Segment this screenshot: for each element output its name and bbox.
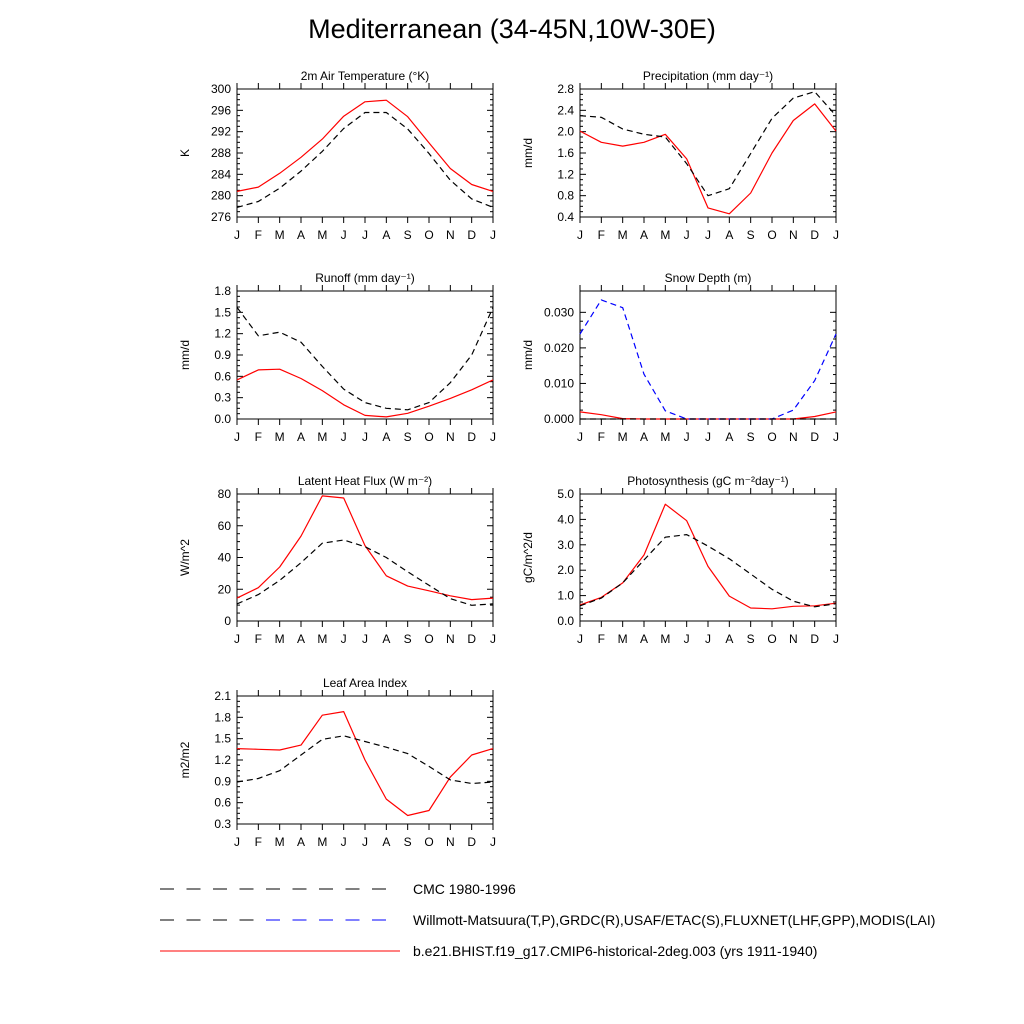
x-tick-label: M — [617, 430, 628, 444]
x-tick-label: F — [254, 632, 263, 646]
x-tick-label: D — [810, 430, 820, 444]
x-tick-label: S — [403, 430, 412, 444]
x-tick-label: M — [317, 228, 328, 242]
x-tick-label: J — [234, 430, 240, 444]
x-tick-label: J — [833, 228, 839, 242]
y-axis-label: mm/d — [178, 340, 192, 370]
x-tick-label: J — [683, 430, 690, 444]
x-tick-label: F — [254, 430, 263, 444]
y-tick-label: 1.2 — [214, 753, 231, 767]
x-tick-label: F — [597, 228, 606, 242]
y-tick-label: 80 — [217, 487, 231, 501]
x-tick-label: M — [274, 632, 285, 646]
y-tick-label: 280 — [210, 188, 231, 203]
y-tick-label: 1.5 — [214, 305, 231, 320]
x-tick-label: S — [746, 632, 755, 646]
x-tick-label: O — [767, 228, 777, 242]
x-tick-label: J — [340, 835, 347, 849]
plot-frame — [237, 89, 493, 217]
y-axis-label: m2/m2 — [178, 741, 192, 779]
y-tick-label: 0.3 — [214, 817, 231, 831]
x-tick-label: D — [467, 835, 477, 849]
y-tick-label: 0.030 — [543, 305, 574, 320]
x-tick-label: A — [639, 228, 649, 242]
panel-title: Photosynthesis (gC m⁻²day⁻¹) — [627, 474, 789, 488]
y-tick-label: 300 — [210, 82, 231, 96]
x-tick-label: A — [725, 430, 734, 444]
y-tick-label: 1.8 — [214, 710, 231, 725]
x-tick-label: J — [577, 632, 583, 646]
y-axis-label: mm/d — [521, 340, 535, 370]
x-tick-label: M — [617, 228, 628, 242]
x-tick-label: J — [490, 632, 496, 646]
chart-panel-4 — [521, 271, 839, 444]
x-tick-label: J — [683, 228, 690, 242]
x-tick-label: D — [810, 632, 820, 646]
x-tick-label: J — [362, 228, 368, 242]
y-tick-label: 0.9 — [214, 774, 231, 789]
legend-entry-2 — [160, 912, 935, 928]
x-tick-label: M — [274, 430, 285, 444]
chart-panel-2 — [521, 69, 839, 242]
series-line-2 — [580, 92, 836, 196]
plot-frame — [580, 291, 836, 419]
y-tick-label: 1.0 — [557, 588, 574, 603]
x-tick-label: O — [424, 632, 434, 646]
x-tick-label: J — [490, 430, 496, 444]
x-tick-label: M — [317, 835, 328, 849]
y-tick-label: 60 — [217, 518, 231, 533]
x-tick-label: F — [254, 228, 263, 242]
series-line-1 — [237, 712, 493, 816]
x-tick-label: N — [445, 430, 455, 444]
series-line-1 — [237, 100, 493, 191]
y-tick-label: 292 — [210, 124, 231, 139]
x-tick-label: S — [746, 430, 755, 444]
x-tick-label: O — [767, 632, 777, 646]
x-tick-label: O — [424, 430, 434, 444]
x-tick-label: M — [660, 632, 671, 646]
x-tick-label: A — [382, 430, 391, 444]
x-tick-label: A — [296, 835, 306, 849]
series-line-1 — [580, 104, 836, 214]
y-tick-label: 2.0 — [557, 563, 574, 578]
x-tick-label: N — [788, 430, 798, 444]
x-tick-label: O — [424, 228, 434, 242]
x-tick-label: A — [296, 430, 306, 444]
x-tick-label: M — [274, 835, 285, 849]
y-tick-label: 5.0 — [557, 487, 574, 501]
x-tick-label: J — [833, 632, 839, 646]
x-tick-label: J — [340, 430, 347, 444]
y-tick-label: 0.0 — [214, 412, 231, 426]
x-tick-label: A — [296, 228, 306, 242]
x-tick-label: J — [490, 228, 496, 242]
plot-frame — [580, 89, 836, 217]
y-tick-label: 0.020 — [543, 340, 574, 355]
y-tick-label: 0.010 — [543, 376, 574, 391]
y-axis-label: mm/d — [521, 138, 535, 168]
legend-label: Willmott-Matsuura(T,P),GRDC(R),USAF/ETAC(S),FLUXNET(LHF,GPP),MODIS(LAI) — [413, 912, 936, 928]
panel-title: Leaf Area Index — [322, 676, 408, 690]
y-axis-label: K — [178, 148, 192, 158]
y-tick-label: 2.4 — [557, 103, 574, 118]
plot-frame — [237, 291, 493, 419]
x-tick-label: A — [382, 228, 391, 242]
x-tick-label: N — [445, 632, 455, 646]
x-tick-label: M — [660, 228, 671, 242]
x-tick-label: F — [597, 430, 606, 444]
plot-frame — [237, 494, 493, 621]
y-tick-label: 284 — [210, 167, 231, 182]
y-tick-label: 0.4 — [557, 210, 574, 224]
x-tick-label: J — [833, 430, 839, 444]
x-tick-label: D — [467, 430, 477, 444]
panel-title: Snow Depth (m) — [664, 271, 752, 285]
y-tick-label: 1.8 — [214, 284, 231, 298]
y-tick-label: 2.8 — [557, 82, 574, 96]
x-tick-label: J — [340, 632, 347, 646]
x-tick-label: N — [788, 228, 798, 242]
x-tick-label: J — [340, 228, 347, 242]
chart-panel-1 — [178, 69, 496, 242]
x-tick-label: M — [317, 632, 328, 646]
x-tick-label: S — [403, 632, 412, 646]
x-tick-label: J — [234, 632, 240, 646]
x-tick-label: A — [382, 835, 391, 849]
y-tick-label: 40 — [217, 550, 231, 565]
series-line-2 — [237, 307, 493, 409]
x-tick-label: S — [403, 835, 412, 849]
x-tick-label: A — [725, 228, 734, 242]
chart-panel-5 — [178, 474, 496, 646]
x-tick-label: M — [317, 430, 328, 444]
y-tick-label: 288 — [210, 146, 231, 160]
x-tick-label: M — [617, 632, 628, 646]
y-tick-label: 0.6 — [214, 795, 231, 810]
figure-title: Mediterranean (34-45N,10W-30E) — [308, 14, 716, 44]
y-tick-label: 1.2 — [214, 326, 231, 341]
y-tick-label: 276 — [210, 210, 231, 224]
x-tick-label: J — [705, 632, 711, 646]
x-tick-label: O — [424, 835, 434, 849]
legend-label: b.e21.BHIST.f19_g17.CMIP6-historical-2deg.003 (yrs 1911-1940) — [413, 943, 818, 959]
y-tick-label: 2.1 — [214, 689, 231, 703]
series-line-2 — [237, 113, 493, 208]
x-tick-label: A — [382, 632, 391, 646]
y-tick-label: 0.000 — [543, 412, 574, 426]
series-line-2 — [237, 540, 493, 605]
series-line-1 — [580, 412, 836, 419]
y-tick-label: 0.9 — [214, 348, 231, 362]
legend-label: CMC 1980-1996 — [413, 881, 516, 897]
y-tick-label: 0.0 — [557, 614, 574, 628]
series-line-2 — [580, 300, 836, 419]
x-tick-label: J — [362, 632, 368, 646]
x-tick-label: D — [810, 228, 820, 242]
x-tick-label: J — [234, 835, 240, 849]
y-tick-label: 4.0 — [557, 512, 574, 527]
y-tick-label: 1.5 — [214, 731, 231, 746]
y-tick-label: 296 — [210, 103, 231, 118]
x-tick-label: J — [490, 835, 496, 849]
x-tick-label: A — [296, 632, 306, 646]
x-tick-label: A — [639, 430, 649, 444]
x-tick-label: J — [705, 228, 711, 242]
x-tick-label: F — [254, 835, 263, 849]
x-tick-label: A — [725, 632, 734, 646]
chart-panel-7 — [178, 676, 496, 849]
x-tick-label: J — [577, 228, 583, 242]
y-tick-label: 1.6 — [557, 146, 574, 160]
chart-panel-3 — [178, 271, 496, 444]
y-tick-label: 3.0 — [557, 537, 574, 552]
panel-title: Latent Heat Flux (W m⁻²) — [297, 474, 433, 488]
y-axis-label: W/m^2 — [178, 539, 192, 576]
panel-title: Precipitation (mm day⁻¹) — [642, 69, 774, 83]
series-line-1 — [237, 496, 493, 600]
y-tick-label: 1.2 — [557, 167, 574, 182]
x-tick-label: M — [274, 228, 285, 242]
panel-title: 2m Air Temperature (°K) — [300, 69, 430, 83]
x-tick-label: O — [767, 430, 777, 444]
x-tick-label: J — [362, 835, 368, 849]
x-tick-label: A — [639, 632, 649, 646]
x-tick-label: N — [788, 632, 798, 646]
y-tick-label: 0.8 — [557, 188, 574, 203]
x-tick-label: D — [467, 228, 477, 242]
x-tick-label: J — [683, 632, 690, 646]
x-tick-label: J — [234, 228, 240, 242]
y-tick-label: 0.6 — [214, 369, 231, 384]
x-tick-label: M — [660, 430, 671, 444]
x-tick-label: S — [403, 228, 412, 242]
x-tick-label: F — [597, 632, 606, 646]
legend-entry-3 — [160, 943, 817, 959]
x-tick-label: D — [467, 632, 477, 646]
panel-title: Runoff (mm day⁻¹) — [315, 271, 415, 285]
y-tick-label: 20 — [217, 582, 231, 597]
series-line-2 — [580, 535, 836, 607]
legend-entry-1 — [160, 881, 516, 897]
series-line-1 — [580, 504, 836, 609]
chart-panel-6 — [521, 474, 839, 646]
x-tick-label: J — [705, 430, 711, 444]
x-tick-label: J — [362, 430, 368, 444]
x-tick-label: J — [577, 430, 583, 444]
y-tick-label: 2.0 — [557, 124, 574, 139]
y-axis-label: gC/m^2/d — [521, 532, 535, 583]
x-tick-label: S — [746, 228, 755, 242]
y-tick-label: 0 — [224, 614, 231, 628]
x-tick-label: N — [445, 835, 455, 849]
x-tick-label: N — [445, 228, 455, 242]
y-tick-label: 0.3 — [214, 390, 231, 405]
